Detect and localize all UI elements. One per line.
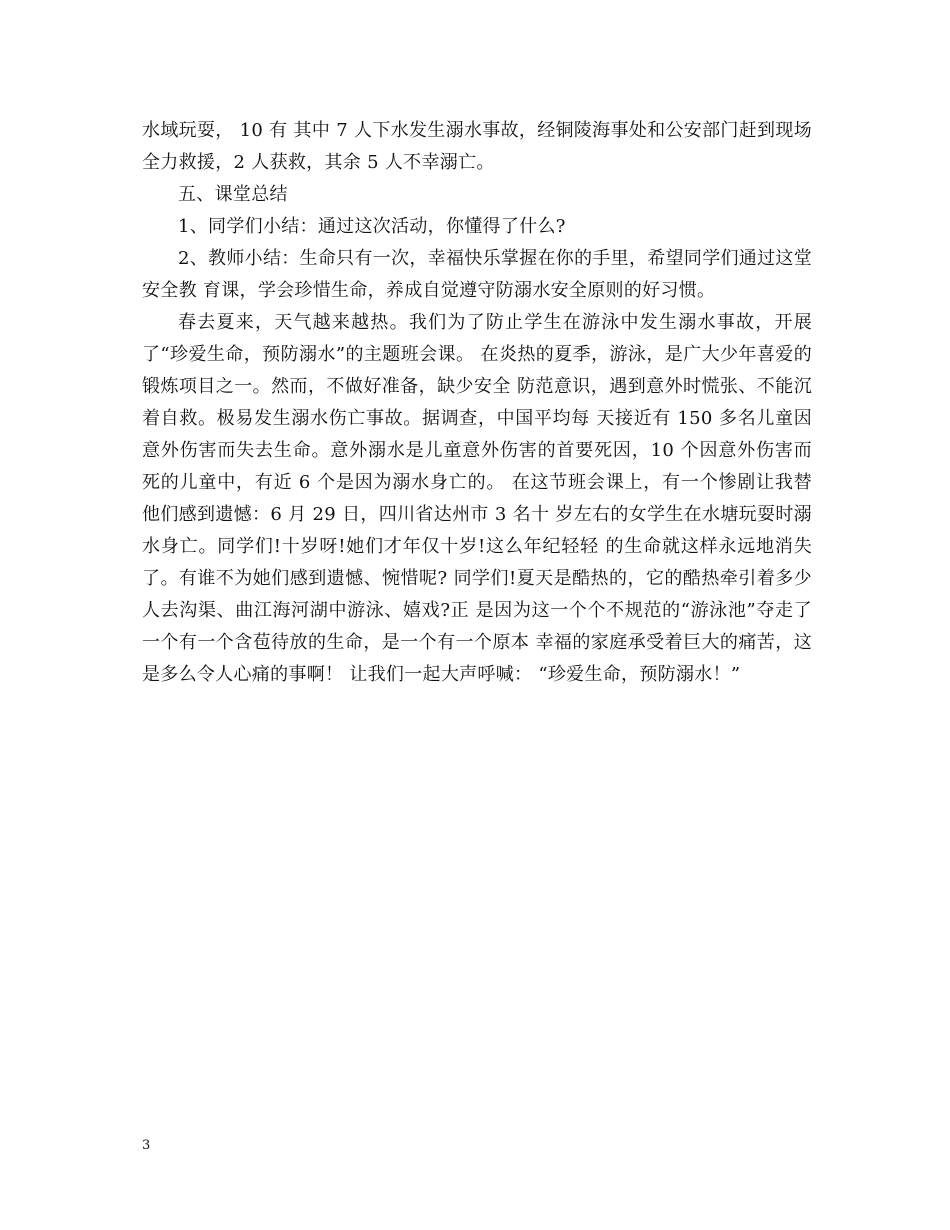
section-heading-class-summary: 五、课堂总结	[178, 184, 288, 205]
document-body	[142, 115, 812, 691]
page-number: 3	[142, 1138, 151, 1153]
paragraph-incident-continuation: 水域玩耍， 10 有 其中 7 人下水发生溺水事故，经铜陵海事处和公安部门赶到现场全力救援，2 人获救，其余 5 人不幸溺亡。	[142, 120, 812, 173]
paragraph-student-summary: 1、同学们小结：通过这次活动，你懂得了什么?	[178, 216, 566, 237]
paragraph-closing-essay: 春去夏来，天气越来越热。我们为了防止学生在游泳中发生溺水事故，开展了“珍爱生命，预防溺水”的主题班会课。 在炎热的夏季，游泳，是广大少年喜爱的锻炼项目之一。然而，不做好准备，缺少安全 防范意识，遇到意外时慌张、不能沉着自救。极易发生溺水伤亡事故。据调查，中国平均每 天接近有 150 多名儿童因意外伤害而失去生命。意外溺水是儿童意外伤害的首要死因，10 个因意外伤害而死的儿童中，有近 6 个是因为溺水身亡的。 在这节班会课上，有一个惨剧让我替他们感到遗憾：6 月 29 日，四川省达州市 3 名十 岁左右的女学生在水塘玩耍时溺水身亡。同学们!十岁呀!她们才年仅十岁!这么年纪轻轻 的生命就这样永远地消失了。有谁不为她们感到遗憾、惋惜呢? 同学们!夏天是酷热的，它的酷热牵引着多少人去沟渠、曲江海河湖中游泳、嬉戏?正 是因为这一个个不规范的“游泳池”夺走了一个有一个含苞待放的生命，是一个有一个原本 幸福的家庭承受着巨大的痛苦，这是多么令人心痛的事啊！ 让我们一起大声呼喊： “珍爱生命，预防溺水！”	[142, 312, 812, 685]
paragraph-teacher-summary: 2、教师小结：生命只有一次，幸福快乐掌握在你的手里，希望同学们通过这堂安全教 育课，学会珍惜生命，养成自觉遵守防溺水安全原则的好习惯。	[142, 248, 812, 301]
